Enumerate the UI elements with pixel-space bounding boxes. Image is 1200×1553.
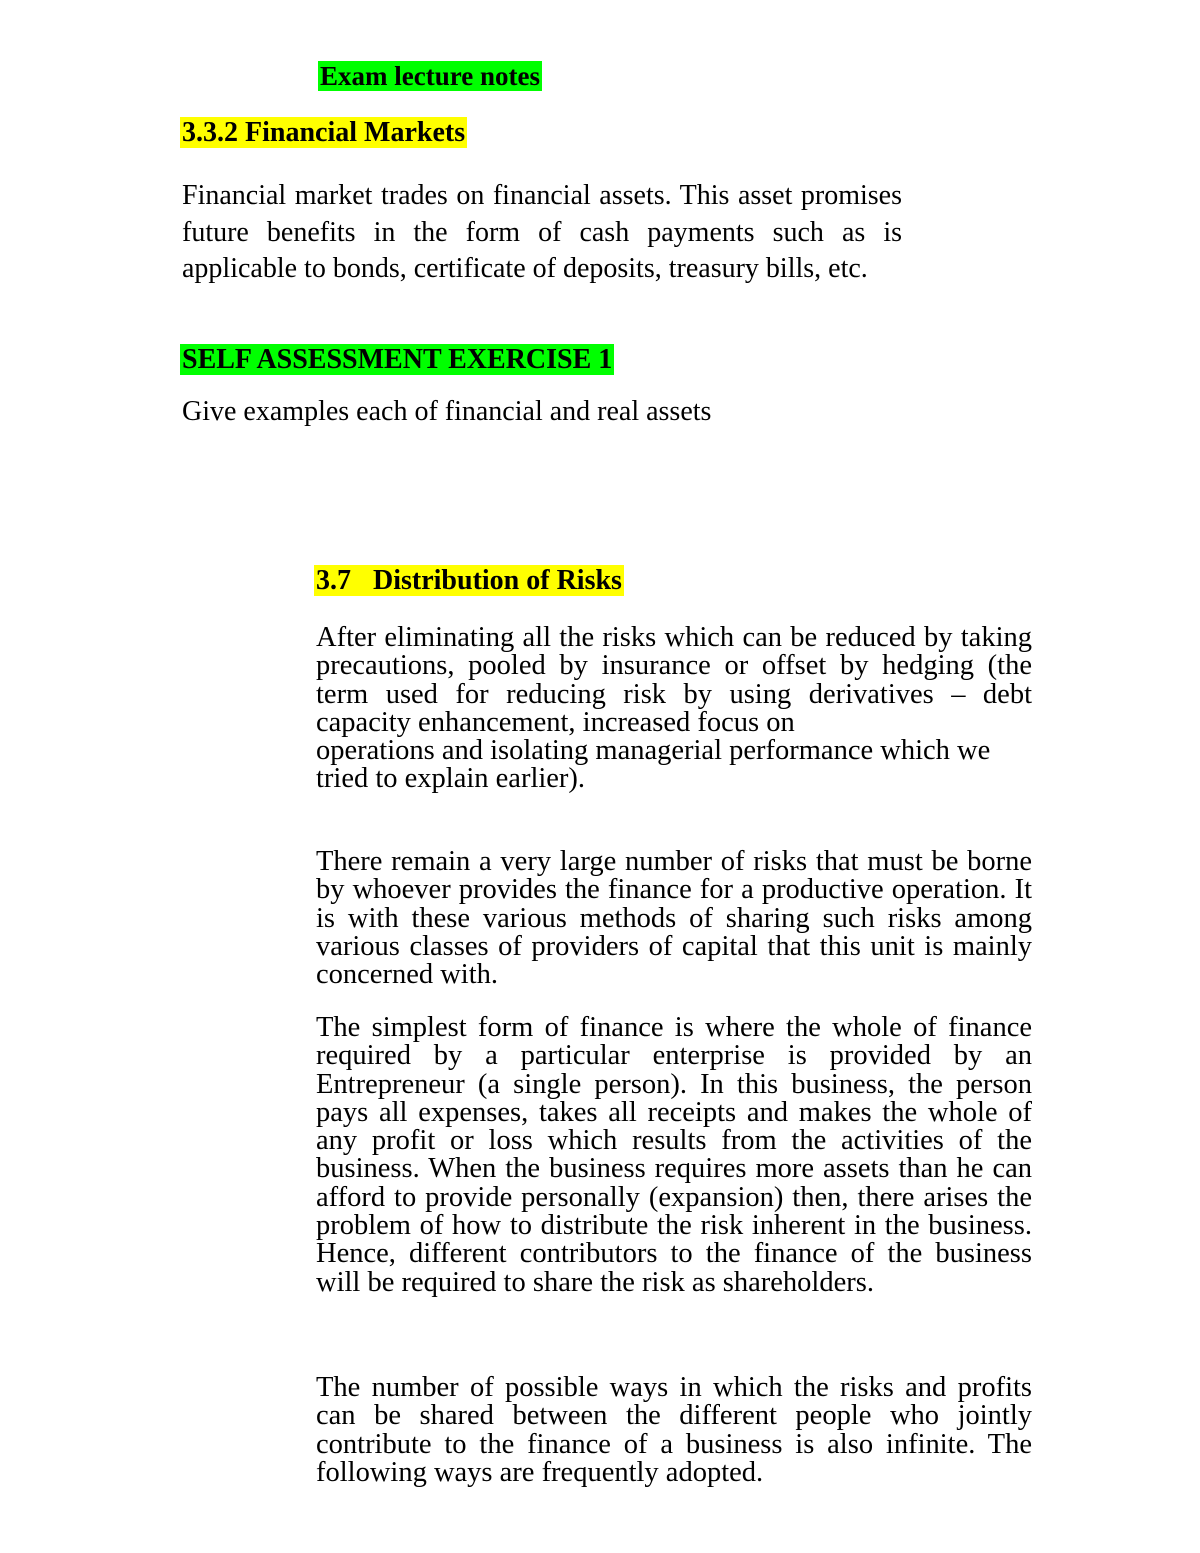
distribution-of-risks-heading-highlight xyxy=(314,565,624,596)
distribution-of-risks-heading xyxy=(314,563,624,598)
section-heading-text: Distribution of Risks xyxy=(373,565,622,596)
distribution-paragraph-1 xyxy=(316,624,1032,794)
distribution-paragraph-4: The number of possible ways in which the risks and profits can be shared between the different people who jointly contribute to the finance of a business is also infinite. The following ways are frequently adopted. xyxy=(316,1372,1032,1488)
title-highlight: Exam lecture notes xyxy=(320,61,540,91)
financial-markets-heading xyxy=(180,115,467,150)
financial-markets-heading-highlight: 3.3.2 Financial Markets xyxy=(182,117,466,148)
distribution-paragraph-1-line2: operations and isolating managerial performance which we tried to explain earlier). xyxy=(316,735,991,795)
distribution-paragraph-2: There remain a very large number of risks that must be borne by whoever provides the finance for a productive operation. It is with these various methods of sharing such risks among various classes of providers of capital that this unit is mainly concerned with. xyxy=(316,846,1032,991)
financial-markets-paragraph: Financial market trades on financial assets. This asset promises future benefits in the form of cash payments such as is applicable to bonds, certificate of deposits, treasury bills, etc. xyxy=(182,180,902,284)
section-number: 3.7 xyxy=(316,565,351,596)
self-assessment-heading xyxy=(180,342,614,377)
distribution-paragraph-3: The simplest form of finance is where the whole of finance required by a particular enterprise is provided by an Entrepreneur (a single person). In this business, the person pays all expenses, takes all receipts and makes the whole of any profit or loss which results from the activities of the business. When the business requires more assets than he can afford to provide personally (expansion) then, there arises the problem of how to distribute the risk inherent in the business. Hence, different contributors to the finance of the business will be required to share the risk as shareholders. xyxy=(316,1012,1032,1298)
self-assessment-question: Give examples each of financial and real assets xyxy=(182,396,712,427)
self-assessment-heading-highlight: SELF ASSESSMENT EXERCISE 1 xyxy=(182,344,613,375)
distribution-paragraph-1-line1: After eliminating all the risks which can be reduced by taking precautions, pooled by insurance or offset by hedging (the term used for reducing risk by using derivatives – debt capacity enhancement, increased focus on xyxy=(316,622,1032,738)
page-title xyxy=(318,60,542,94)
